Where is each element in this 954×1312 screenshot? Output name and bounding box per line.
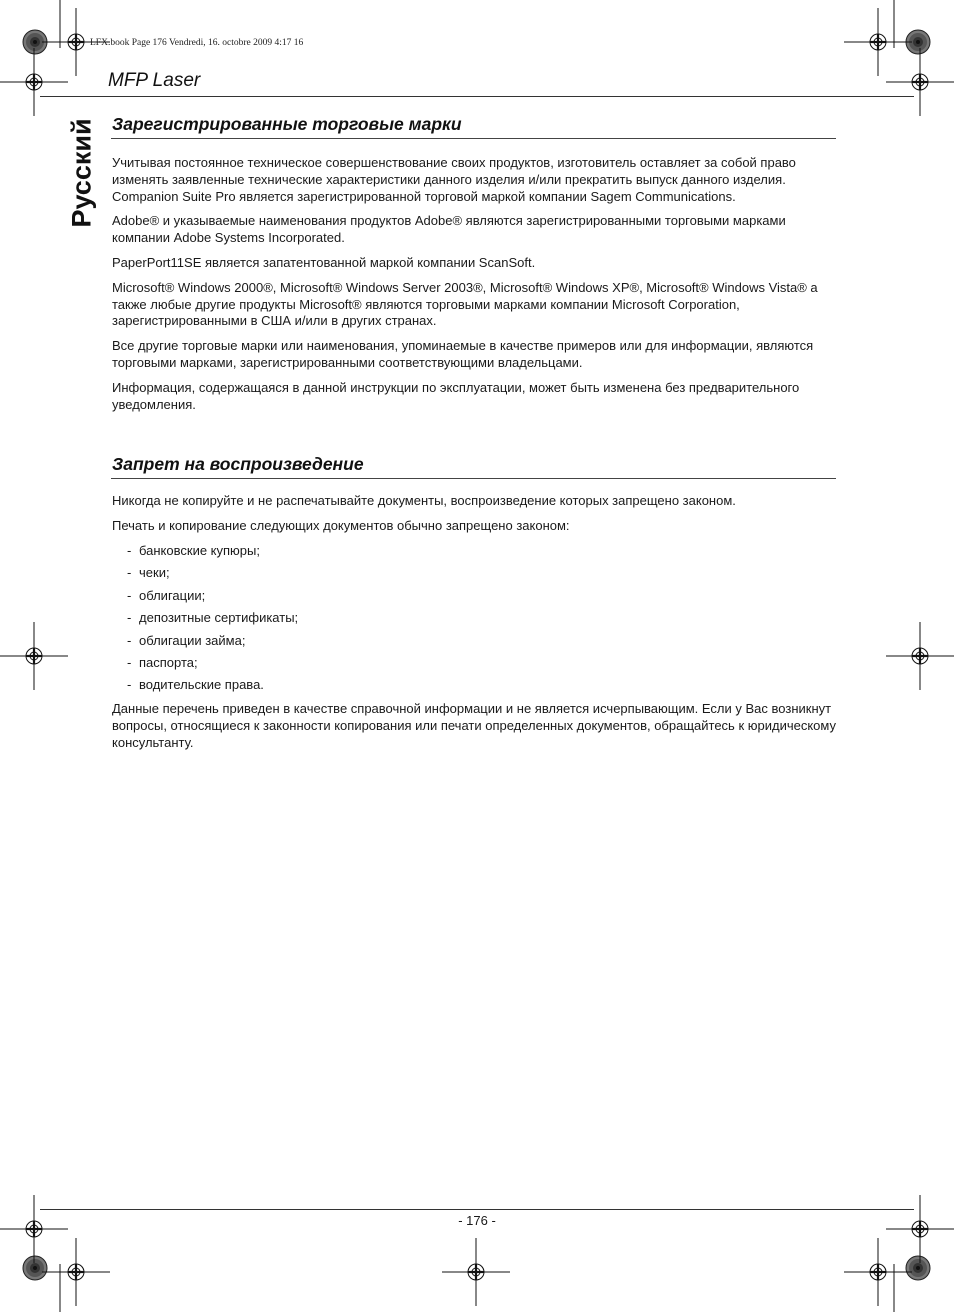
header-title: MFP Laser xyxy=(108,70,201,91)
list-item-text: банковские купюры; xyxy=(139,542,260,558)
paragraph: Печать и копирование следующих документов обычно запрещено законом: xyxy=(112,518,570,534)
list-item: - паспорта; xyxy=(127,654,198,670)
section-title: Запрет на воспроизведение xyxy=(111,454,836,479)
list-item: - облигации займа; xyxy=(127,632,246,648)
closing-paragraph: Данные перечень приведен в качестве справочной информации и не является исчерпывающим. Если у Вас возникнут вопросы, относящиеся к законности копирования или печати определенных документов, обращайтесь к юридическому консультанту. xyxy=(112,701,836,750)
section-reproduction-ban xyxy=(111,454,836,751)
list-item: - депозитные сертификаты; xyxy=(127,610,299,626)
paragraph: PaperPort11SE является запатентованной маркой компании ScanSoft. xyxy=(112,254,536,270)
paragraph: Информация, содержащаяся в данной инструкции по эксплуатации, может быть изменена без предварительного уведомления. xyxy=(112,379,800,412)
list-item: - облигации; xyxy=(127,587,206,603)
page-number: - 176 - xyxy=(458,1213,496,1228)
paragraph: Никогда не копируйте и не распечатывайте документы, воспроизведение которых запрещено законом. xyxy=(112,493,736,509)
list-item-text: паспорта; xyxy=(139,654,198,670)
list-item: - банковские купюры; xyxy=(127,542,260,558)
language-tab xyxy=(62,118,102,228)
footer-rule xyxy=(40,1209,914,1210)
list-item-text: депозитные сертификаты; xyxy=(139,610,299,626)
paragraph: Все другие торговые марки или наименования, упоминаемые в качестве примеров или для информации, являются торговыми марками, зарегистрированными соответствующими владельцами. xyxy=(112,338,814,370)
paragraph: Adobe® и указываемые наименования продуктов Adobe® являются зарегистрированными торговыми марками компании Adobe Systems Incorporated. xyxy=(112,213,786,246)
page-content xyxy=(111,114,836,759)
language-label: Русский xyxy=(66,118,97,228)
section-trademarks xyxy=(111,114,836,413)
print-info: LFX.book Page 176 Vendredi, 16. octobre 2009 4:17 16 xyxy=(90,38,304,48)
header-rule xyxy=(40,96,914,97)
list-item-text: водительские права. xyxy=(139,677,264,693)
list-item: - водительские права. xyxy=(127,677,264,693)
list-item: - чеки; xyxy=(127,565,170,581)
paragraph: Учитывая постоянное техническое совершенствование своих продуктов, изготовитель оставляет за собой право изменять заявленные технические характеристики данного изделия и/или прекратить выпуск данного изделия. Companion Suite Pro является зарегистрированной торговой маркой компании Sagem Communications. xyxy=(112,155,796,204)
section-title: Зарегистрированные торговые марки xyxy=(111,114,836,139)
list-item-text: чеки; xyxy=(139,565,170,581)
paragraph: Microsoft® Windows 2000®, Microsoft® Windows Server 2003®, Microsoft® Windows XP®, Microsoft® Windows Vista® а также любые другие продукты Microsoft® являются торговыми марками компании Microsoft Corporation, зарегистрированными в США и/или в других странах. xyxy=(112,279,818,329)
list-item-text: облигации займа; xyxy=(139,632,246,648)
prohibited-documents-list xyxy=(111,543,836,694)
list-item-text: облигации; xyxy=(139,587,206,603)
